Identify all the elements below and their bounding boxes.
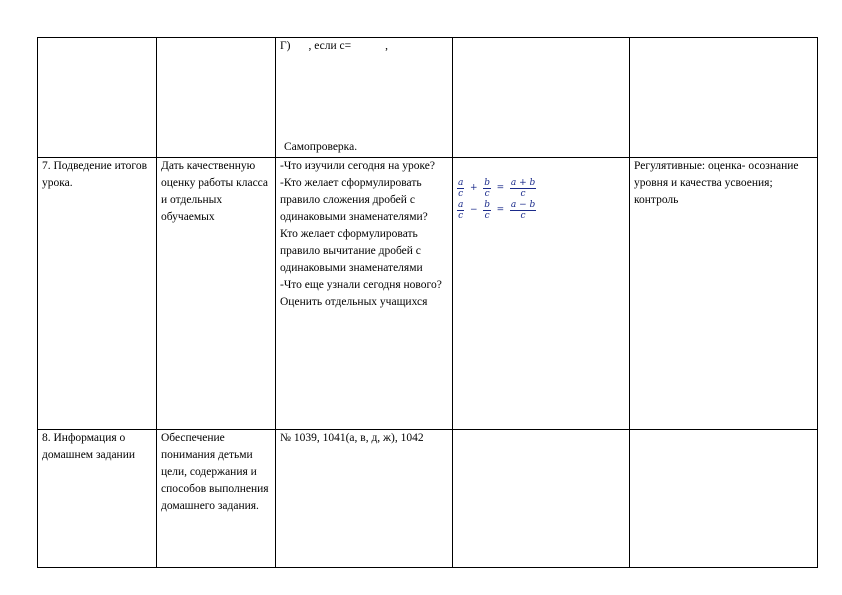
table-row bbox=[38, 38, 818, 158]
task-g-line bbox=[280, 38, 448, 55]
content-cell: № 1039, 1041(а, в, д, ж), 1042 bbox=[276, 430, 453, 568]
goal-cell bbox=[157, 38, 276, 158]
sum-formula: $\frac{a}{c}$ + $\frac{b}{c}$ = $\frac{a + b}{c}$ bbox=[458, 178, 536, 199]
formula-cell bbox=[453, 38, 630, 158]
question-line: -Что изучили сегодня на уроке? bbox=[280, 160, 435, 172]
uud-cell bbox=[630, 430, 818, 568]
uud-cell: Регулятивные: оценка- осознание уровня и качества усвоения; контроль bbox=[630, 158, 818, 430]
fraction-formulas bbox=[457, 178, 625, 222]
uud-cell bbox=[630, 38, 818, 158]
formula-cell bbox=[453, 158, 630, 430]
stage-cell: 7. Подведение итогов урока. bbox=[38, 158, 157, 430]
question-line: Кто желает сформулировать правило вычитание дробей с одинаковыми знаменателями bbox=[280, 228, 423, 274]
question-line: -Кто желает сформулировать правило сложения дробей с одинаковыми знаменателями? bbox=[280, 177, 428, 223]
goal-cell: Дать качественную оценку работы класса и отдельных обучаемых bbox=[157, 158, 276, 430]
self-check-note: Самопроверка. bbox=[284, 141, 358, 153]
content-cell bbox=[276, 158, 453, 430]
goal-cell: Обеспечение понимания детьми цели, содержания и способов выполнения домашнего задания. bbox=[157, 430, 276, 568]
stage-cell: 8. Информация о домашнем задании bbox=[38, 430, 157, 568]
question-line: Оценить отдельных учащихся bbox=[280, 296, 428, 308]
table-row bbox=[38, 430, 818, 568]
table-row bbox=[38, 158, 818, 430]
task-g-comma: , bbox=[385, 40, 388, 52]
task-g-condition: , если с= bbox=[308, 40, 352, 52]
difference-formula: $\frac{a}{c}$ − $\frac{b}{c}$ = $\frac{a - b}{c}$ bbox=[458, 200, 536, 221]
content-cell bbox=[276, 38, 453, 158]
lesson-plan-table bbox=[37, 37, 818, 568]
question-line: -Что еще узнали сегодня нового? bbox=[280, 279, 442, 291]
stage-cell bbox=[38, 38, 157, 158]
task-g-label: Г) bbox=[280, 40, 291, 52]
formula-cell bbox=[453, 430, 630, 568]
